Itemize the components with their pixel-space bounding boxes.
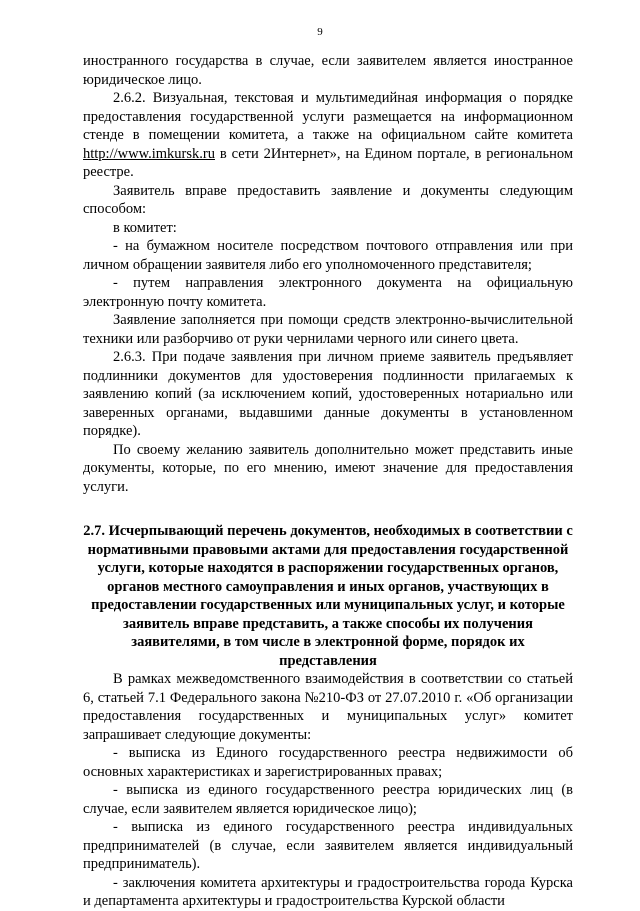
- document-body: [83, 52, 573, 911]
- paragraph-text: 2.6.2. Визуальная, текстовая и мультимедийная информация о порядке предоставления государственной услуги размещается на информационном стенде в помещении комитета, а также на официальном сайте комитета: [83, 90, 573, 143]
- list-item-paper: - на бумажном носителе посредством почтового отправления или при личном обращении заявителя либо его уполномоченного представителя;: [83, 238, 573, 273]
- list-item-conclusions: - заключения комитета архитектуры и градостроительства города Курска и департамента архитектуры и градостроительства Курской области: [83, 874, 573, 909]
- paragraph-filling: Заявление заполняется при помощи средств электронно-вычислительной техники или разборчиво от руки чернилами черного или синего цвета.: [83, 312, 573, 347]
- list-item-egrn: - выписка из Единого государственного реестра недвижимости об основных характеристиках и зарегистрированных правах;: [83, 745, 573, 780]
- paragraph-interagency: В рамках межведомственного взаимодействия в соответствии со статьей 6, статьей 7.1 Федерального закона №210-ФЗ от 27.07.2010 г. «Об организации предоставления государственных и муниципальных услуг» комитет запрашивает следующие документы:: [83, 671, 573, 743]
- page-number: 9: [317, 26, 323, 38]
- paragraph-2-6-2: [83, 89, 573, 182]
- paragraph-to-committee: в комитет:: [113, 219, 177, 236]
- website-link[interactable]: http://www.imkursk.ru: [83, 145, 215, 162]
- paragraph-2-6-3: 2.6.3. При подаче заявления при личном приеме заявитель предъявляет подлинники документов для удостоверения подлинности прилагаемых к заявлению копий (за исключением копий, удостоверенных нотариально или заверенных органами, выдавшими данные документы в установленном порядке).: [83, 349, 573, 439]
- paragraph-text: в сети 2Интернет», на Едином портале, в региональном реестре.: [83, 145, 573, 180]
- section-heading-2-7: 2.7. Исчерпывающий перечень документов, необходимых в соответствии с нормативными правовыми актами для предоставления государственной услуги, которые находятся в распоряжении государственных органов, органов местного самоуправления и иных органов, участвующих в предоставлении государственных или муниципальных услуг, и которые заявитель вправе представить, а также способы их получения заявителями, в том числе в электронной форме, порядок их представления: [83, 523, 573, 669]
- list-item-electronic: - путем направления электронного документа на официальную электронную почту комитета.: [83, 275, 573, 310]
- list-item-egrul: - выписка из единого государственного реестра юридических лиц (в случае, если заявителем является юридическое лицо);: [83, 782, 573, 817]
- list-item-egrip: - выписка из единого государственного реестра индивидуальных предпринимателей (в случае, если заявителем является индивидуальный предприниматель).: [83, 819, 573, 872]
- paragraph-continuation: иностранного государства в случае, если заявителем является иностранное юридическое лицо.: [83, 53, 573, 88]
- paragraph-additional-docs: По своему желанию заявитель дополнительно может представить иные документы, которые, по его мнению, имеют значение для предоставления услуги.: [83, 441, 573, 495]
- paragraph-submission-methods: Заявитель вправе предоставить заявление и документы следующим способом:: [83, 182, 573, 217]
